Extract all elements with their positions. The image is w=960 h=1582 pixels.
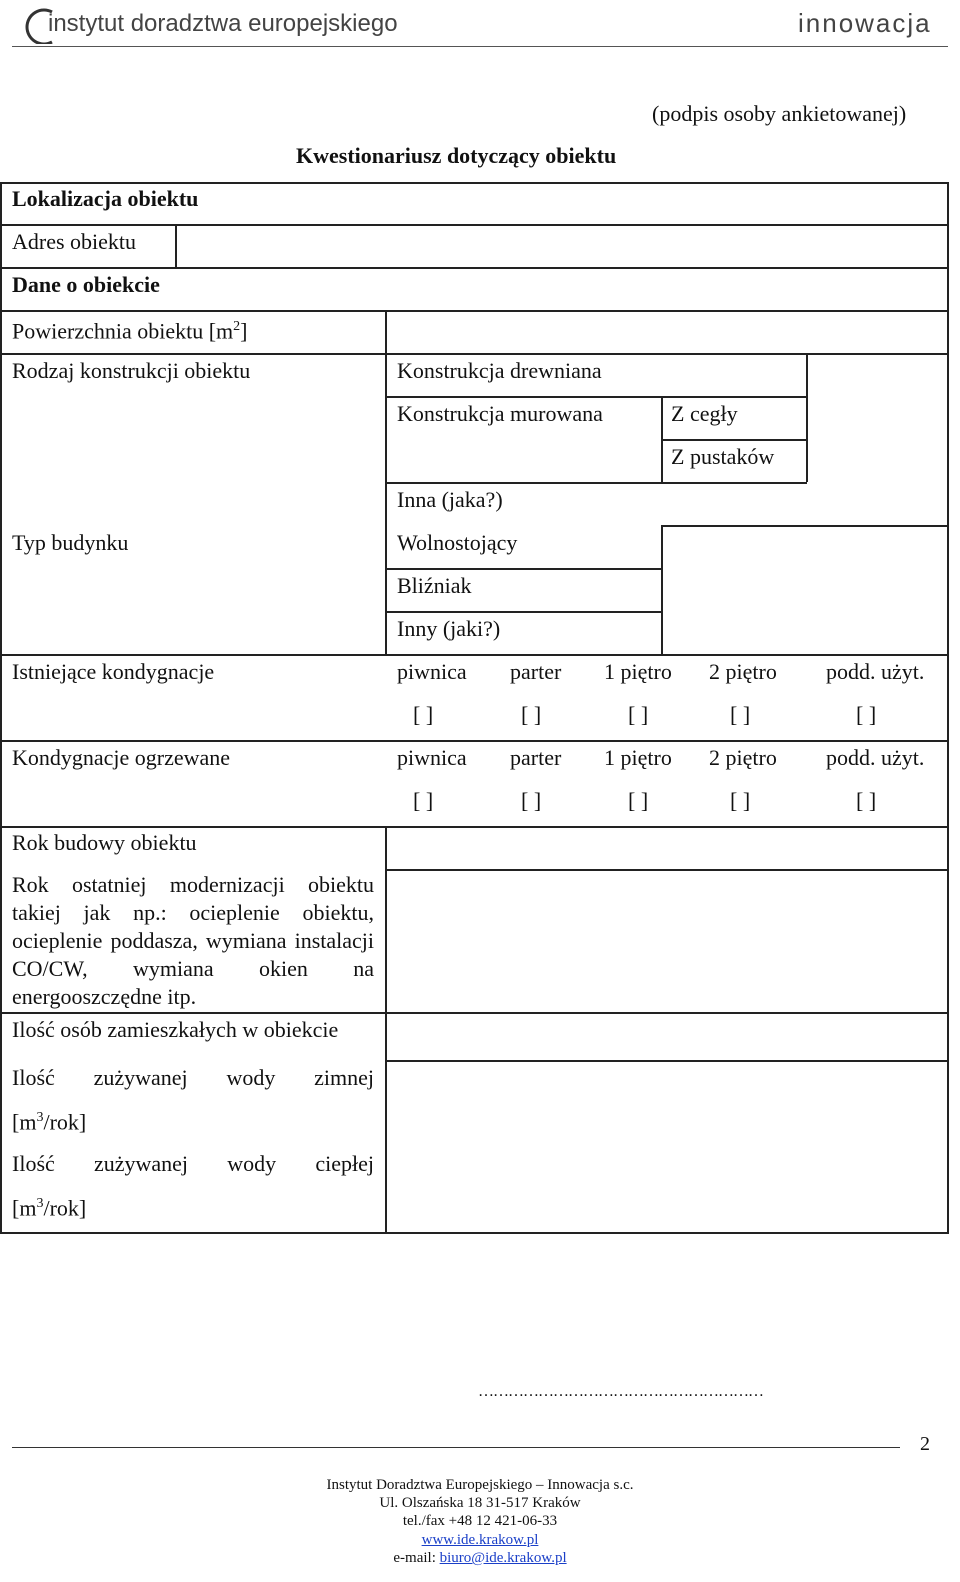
label-istniejace-kondygnacje: Istniejące kondygnacje xyxy=(12,659,215,684)
option-murowana: Konstrukcja murowana xyxy=(397,401,603,426)
footer-address: Ul. Olszańska 18 31-517 Kraków xyxy=(379,1495,581,1511)
option-z-cegly: Z cegły xyxy=(671,401,738,426)
floor-poddasze: podd. użyt. xyxy=(826,745,925,770)
option-wolnostojacy: Wolnostojący xyxy=(397,530,518,555)
option-z-pustakow: Z pustaków xyxy=(671,444,775,469)
label-woda-zimna: Ilość zużywanej wody zimnej xyxy=(12,1065,374,1090)
checkbox-istn-2-pietro[interactable]: [ ] xyxy=(730,702,751,727)
footer-www xyxy=(0,1532,960,1549)
checkbox-istn-1-pietro[interactable]: [ ] xyxy=(628,702,649,727)
floor-1-pietro: 1 piętro xyxy=(604,659,672,684)
website-link[interactable]: www.ide.krakow.pl xyxy=(421,1532,539,1548)
signature-caption: (podpis osoby ankietowanej) xyxy=(652,101,907,126)
label-kondygnacje-ogrzewane: Kondygnacje ogrzewane xyxy=(12,745,231,770)
label-osoby: Ilość osób zamieszkałych w obiekcie xyxy=(12,1017,339,1042)
checkbox-ogrz-piwnica[interactable]: [ ] xyxy=(413,788,434,813)
floor-1-pietro: 1 piętro xyxy=(604,745,672,770)
footer-email: e-mail: biuro@ide.krakow.pl xyxy=(393,1550,567,1566)
brand-logo-left: instytut doradztwa europejskiego xyxy=(48,10,398,37)
floor-parter: parter xyxy=(510,745,562,770)
footer-company: Instytut Doradztwa Europejskiego – Innowacja s.c. xyxy=(326,1477,634,1493)
checkbox-ogrz-parter[interactable]: [ ] xyxy=(521,788,542,813)
label-konstrukcja: Rodzaj konstrukcji obiektu xyxy=(12,358,251,383)
unit-woda-ciepla: $[m^3/rok]$ xyxy=(12,1195,87,1221)
label-typ-budynku: Typ budynku xyxy=(12,530,129,555)
floor-2-pietro: 2 piętro xyxy=(709,745,777,770)
header-rule xyxy=(12,46,948,47)
brand-logo-right: innowacja xyxy=(798,8,932,38)
signature-line: ………………………………………………… xyxy=(478,1383,763,1400)
email-link[interactable]: biuro@ide.krakow.pl xyxy=(439,1550,567,1566)
unit-woda-zimna: $[m^3/rok]$ xyxy=(12,1109,87,1135)
option-blizniak: Bliźniak xyxy=(397,573,472,598)
floor-2-pietro: 2 piętro xyxy=(709,659,777,684)
section-dane: Dane o obiekcie xyxy=(12,272,160,297)
section-lokalizacja: Lokalizacja obiektu xyxy=(12,186,199,211)
label-modernizacja: Rok ostatniej modernizacji obiektu takiej jak np.: ocieplenie obiektu, ocieplenie poddasza, wymiana instalacji CO/CW, wymiana okien na energooszczędne itp. xyxy=(12,872,374,1009)
floor-parter: parter xyxy=(510,659,562,684)
checkbox-istn-parter[interactable]: [ ] xyxy=(521,702,542,727)
checkbox-ogrz-poddasze[interactable]: [ ] xyxy=(856,788,877,813)
page-title: Kwestionariusz dotyczący obiektu xyxy=(296,143,617,168)
floor-piwnica: piwnica xyxy=(397,745,467,770)
checkbox-istn-poddasze[interactable]: [ ] xyxy=(856,702,877,727)
page-number: 2 xyxy=(920,1433,930,1455)
floor-piwnica: piwnica xyxy=(397,659,467,684)
option-inna: Inna (jaka?) xyxy=(397,487,503,512)
checkbox-ogrz-1-pietro[interactable]: [ ] xyxy=(628,788,649,813)
footer-phone: tel./fax +48 12 421-06-33 xyxy=(402,1513,558,1529)
label-rok-budowy: Rok budowy obiektu xyxy=(12,830,197,855)
floor-poddasze: podd. użyt. xyxy=(826,659,925,684)
checkbox-ogrz-2-pietro[interactable]: [ ] xyxy=(730,788,751,813)
option-drewniana: Konstrukcja drewniana xyxy=(397,358,602,383)
label-adres: Adres obiektu xyxy=(12,229,137,254)
label-powierzchnia: Powierzchnia obiektu $[m^2]$ xyxy=(12,318,248,344)
label-woda-ciepla: Ilość zużywanej wody ciepłej xyxy=(12,1151,374,1176)
footer-rule xyxy=(12,1447,900,1448)
option-inny: Inny (jaki?) xyxy=(397,616,501,641)
checkbox-istn-piwnica[interactable]: [ ] xyxy=(413,702,434,727)
